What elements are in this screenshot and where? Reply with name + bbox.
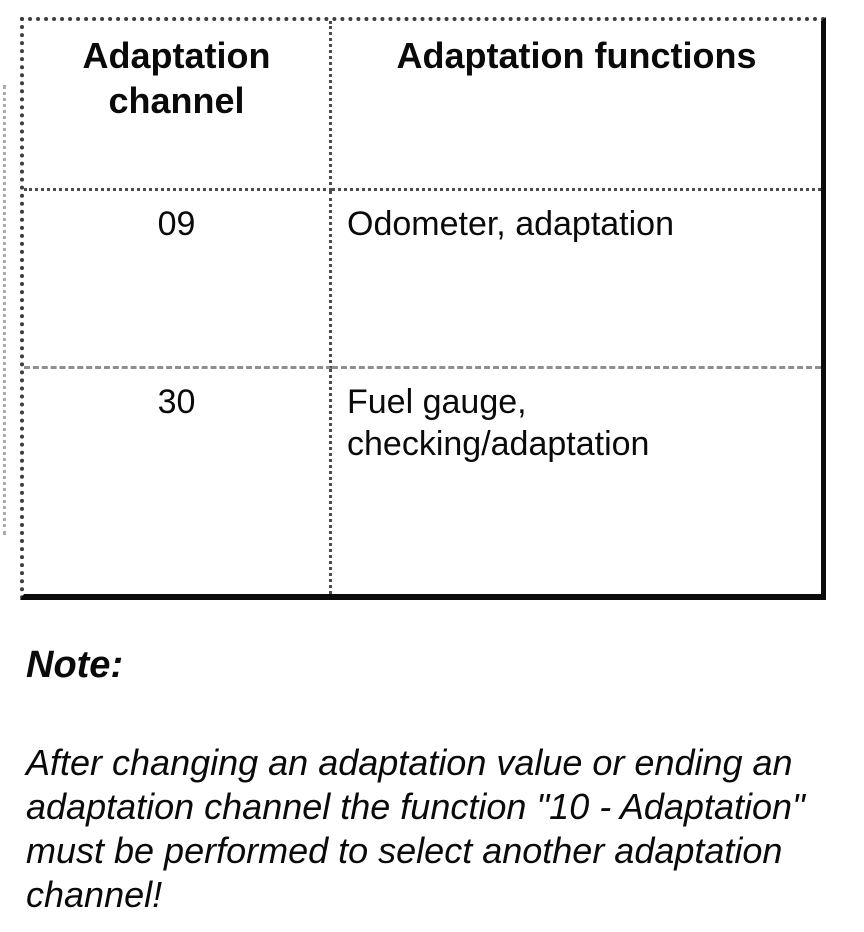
functions-line: Fuel gauge, (347, 383, 527, 421)
channel-value-09: 09 (157, 205, 196, 243)
note-paragraph (26, 741, 846, 917)
channel-cell-09 (24, 191, 332, 369)
functions-line: checking/adaptation (347, 425, 650, 463)
header-label-adaptation-functions: Adaptation functions (396, 35, 757, 76)
adaptation-channel-table (20, 17, 826, 600)
channel-cell-30 (24, 369, 332, 594)
note-line: adaptation channel the function "10 - Adaptation" (26, 786, 805, 827)
note-heading: Note: (26, 644, 124, 686)
note-line: must be performed to select another adaptation (26, 830, 783, 871)
header-cell-adaptation-functions (332, 21, 821, 191)
channel-value-30: 30 (157, 383, 196, 421)
scan-noise-artifact (3, 85, 6, 535)
note-line: channel! (26, 874, 163, 915)
functions-cell-09 (332, 191, 821, 369)
note-line: After changing an adaptation value or ending an (26, 742, 793, 783)
header-cell-adaptation-channel (24, 21, 332, 191)
functions-cell-30 (332, 369, 821, 594)
functions-line: Odometer, adaptation (347, 205, 675, 243)
header-label-adaptation-channel: Adaptation channel (82, 35, 271, 121)
